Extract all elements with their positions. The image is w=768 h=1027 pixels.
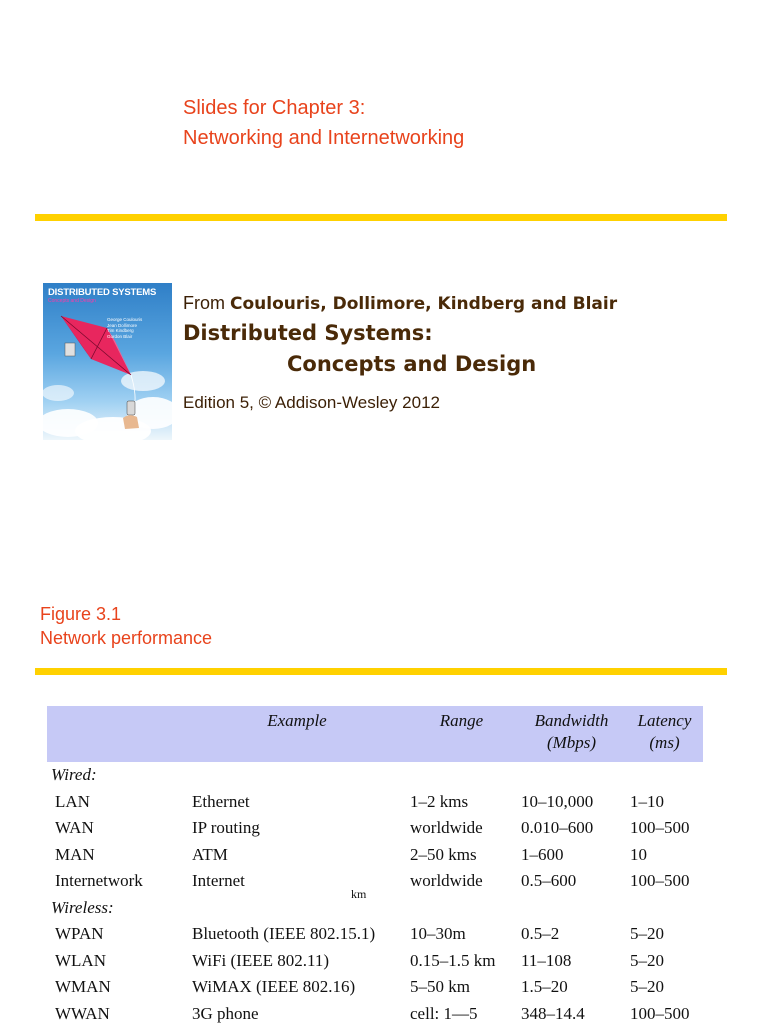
cell-example: WiFi (IEEE 802.11) [188,948,406,975]
network-performance-table [47,706,703,1027]
cover-author: George Coulouris [107,317,142,323]
cell-example: Ethernet [188,789,406,816]
cell-latency: 1–10 [626,789,703,816]
group-label-wireless: Wireless: [47,895,188,922]
cell-type: WPAN [47,921,188,948]
slide-title-line2: Networking and Internetworking [183,123,464,153]
header-bandwidth: Bandwidth (Mbps) [517,706,626,762]
table-row [47,974,703,1001]
cell-type: WLAN [47,948,188,975]
cell-bandwidth: 348–14.4 [517,1001,626,1027]
book-title-line1: Distributed Systems: [183,321,433,345]
cell-type: Internetwork [47,868,188,895]
header-empty [47,706,188,762]
cell-range: 5–50 km [406,974,517,1001]
table-row [47,842,703,869]
cell-type: WAN [47,815,188,842]
cell-range: worldwide [406,815,517,842]
cell-range: 1–2 kms [406,789,517,816]
yellow-divider-top [35,214,727,221]
yellow-divider-bottom [35,668,727,675]
header-latency: Latency (ms) [626,706,703,762]
cell-latency: 5–20 [626,974,703,1001]
book-credit-line [183,293,617,314]
slide-title [183,93,464,153]
figure-heading [40,602,212,650]
table-header-row [47,706,703,762]
cell-range: worldwide [406,868,517,895]
cell-range: cell: 1—5 [406,1001,517,1027]
cell-range: 0.15–1.5 km [406,948,517,975]
figure-title: Network performance [40,626,212,650]
cell-latency: 10 [626,842,703,869]
table-row [47,921,703,948]
cover-author: Jean Dollimore [107,323,142,329]
cell-bandwidth: 1.5–20 [517,974,626,1001]
table-row [47,815,703,842]
stray-km-note: km [351,887,366,902]
cell-latency: 100–500 [626,815,703,842]
cell-type: LAN [47,789,188,816]
header-example: Example [188,706,406,762]
cell-type: WMAN [47,974,188,1001]
cell-example: Bluetooth (IEEE 802.15.1) [188,921,406,948]
cell-latency: 100–500 [626,868,703,895]
table-row [47,868,703,895]
cover-subtitle: Concepts and Design [48,298,96,304]
cover-author: Gordon Blair [107,334,142,340]
cell-example: IP routing [188,815,406,842]
cell-latency: 5–20 [626,948,703,975]
slide-title-line1: Slides for Chapter 3: [183,93,464,123]
cell-type: WWAN [47,1001,188,1027]
cell-bandwidth: 11–108 [517,948,626,975]
table-row [47,948,703,975]
cover-authors [107,317,142,339]
group-label-wired: Wired: [47,762,188,789]
book-authors: Coulouris, Dollimore, Kindberg and Blair [230,294,617,314]
cell-bandwidth: 0.5–2 [517,921,626,948]
cell-type: MAN [47,842,188,869]
header-range: Range [406,706,517,762]
book-cover-image [43,283,172,440]
book-title-line2: Concepts and Design [287,352,536,376]
cell-bandwidth: 1–600 [517,842,626,869]
cell-latency: 100–500 [626,1001,703,1027]
cell-range: 10–30m [406,921,517,948]
cell-bandwidth: 10–10,000 [517,789,626,816]
cover-author: Tim Kindberg [107,328,142,334]
table-row [47,789,703,816]
cell-bandwidth: 0.010–600 [517,815,626,842]
edition-line: Edition 5, © Addison-Wesley 2012 [183,393,440,413]
cell-example: 3G phone [188,1001,406,1027]
cell-example: WiMAX (IEEE 802.16) [188,974,406,1001]
from-word: From [183,293,225,313]
cover-title: DISTRIBUTED SYSTEMS [48,287,156,298]
cell-range: 2–50 kms [406,842,517,869]
figure-label: Figure 3.1 [40,602,212,626]
cell-example: ATM [188,842,406,869]
table-row [47,1001,703,1027]
cell-latency: 5–20 [626,921,703,948]
cell-bandwidth: 0.5–600 [517,868,626,895]
kite-illustration-icon [43,283,172,440]
cell-example: Internet [188,868,406,895]
